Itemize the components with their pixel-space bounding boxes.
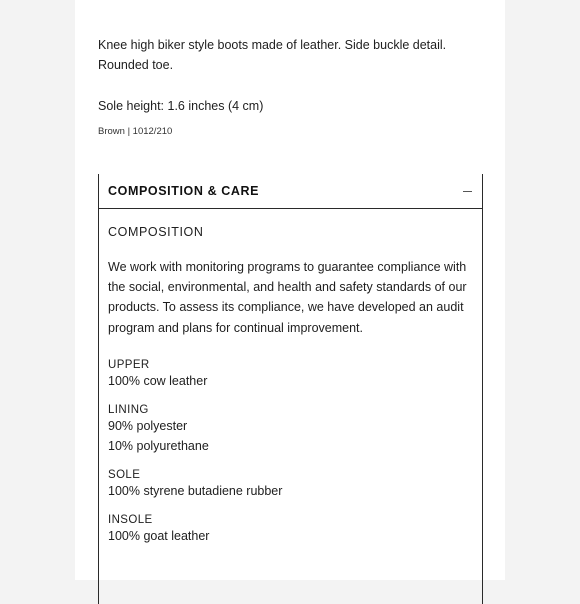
material-group-sole <box>108 468 478 501</box>
material-group-title: INSOLE <box>108 513 153 526</box>
composition-care-header[interactable] <box>99 174 482 209</box>
material-line: 10% polyurethane <box>108 438 209 453</box>
color-reference: Brown | 1012/210 <box>98 126 173 137</box>
material-line: 90% polyester <box>108 418 188 433</box>
material-line: 100% goat leather <box>108 528 210 543</box>
composition-care-accordion <box>98 174 483 604</box>
material-group-title: SOLE <box>108 468 141 481</box>
minus-icon[interactable] <box>463 191 472 192</box>
accordion-title: COMPOSITION & CARE <box>108 184 260 198</box>
material-line: 100% cow leather <box>108 373 208 388</box>
sole-height: Sole height: 1.6 inches (4 cm) <box>98 99 264 113</box>
compliance-paragraph: We work with monitoring programs to guarantee compliance with the social, environmental, and health and safety standards of our products. To assess its compliance, we have developed an audit program and plans for continual improvement. <box>108 260 467 335</box>
material-group-title: UPPER <box>108 358 150 371</box>
composition-content <box>108 222 478 546</box>
product-details-panel <box>75 0 505 580</box>
composition-heading: COMPOSITION <box>108 225 204 239</box>
material-group-title: LINING <box>108 403 149 416</box>
material-group-insole <box>108 513 478 546</box>
material-group-upper <box>108 358 478 391</box>
product-description: Knee high biker style boots made of leather. Side buckle detail. Rounded toe. <box>98 38 447 72</box>
material-line: 100% styrene butadiene rubber <box>108 483 283 498</box>
material-group-lining <box>108 403 478 456</box>
